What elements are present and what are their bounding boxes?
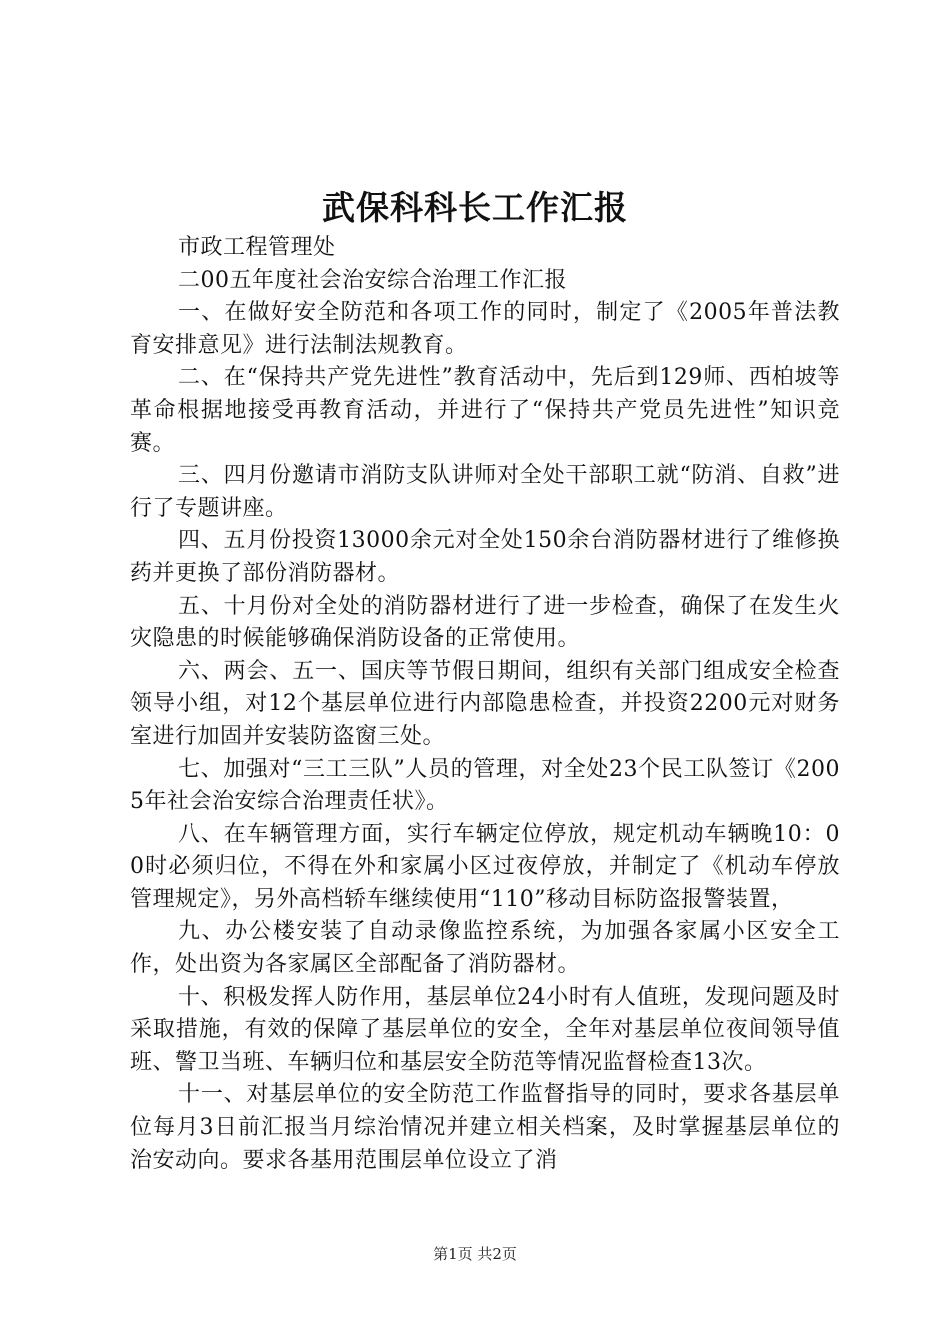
paragraph-item-10: 十、积极发挥人防作用，基层单位24小时有人值班，发现问题及时采取措施，有效的保障了基层单位的安全，全年对基层单位夜间领导值班、警卫当班、车辆归位和基层安全防范等情况监督检查13次。 xyxy=(130,984,840,1075)
paragraph-item-6: 六、两会、五一、国庆等节假日期间，组织有关部门组成安全检查领导小组，对12个基层单位进行内部隐患检查，并投资2200元对财务室进行加固并安装防盗窗三处。 xyxy=(130,658,840,749)
paragraph-item-4: 四、五月份投资13000余元对全处150余台消防器材进行了维修换药并更换了部份消防器材。 xyxy=(130,528,840,586)
document-body xyxy=(130,232,840,1177)
paragraph-item-11: 十一、对基层单位的安全防范工作监督指导的同时，要求各基层单位每月3日前汇报当月综治情况并建立相关档案，及时掌握基层单位的治安动向。要求各基用范围层单位设立了消 xyxy=(130,1082,840,1173)
paragraph-item-5: 五、十月份对全处的消防器材进行了进一步检查，确保了在发生火灾隐患的时候能够确保消防设备的正常使用。 xyxy=(130,593,840,652)
paragraph-item-2: 二、在“保持共产党先进性”教育活动中，先后到129师、西柏坡等革命根据地接受再教育活动，并进行了“保持共产党员先进性”知识竞赛。 xyxy=(130,365,840,456)
paragraph-department: 市政工程管理处 xyxy=(178,235,336,260)
page-number-footer: 第1页 共2页 xyxy=(433,1245,517,1263)
paragraph-item-8: 八、在车辆管理方面，实行车辆定位停放，规定机动车辆晚10：00时必须归位，不得在外和家属小区过夜停放，并制定了《机动车停放管理规定》，另外高档轿车继续使用“110”移动目标防盗报警装置， xyxy=(130,821,840,912)
paragraph-item-7: 七、加强对“三工三队”人员的管理，对全处23个民工队签订《2005年社会治安综合治理责任状》。 xyxy=(130,756,840,815)
document-title: 武保科科长工作汇报 xyxy=(322,188,628,227)
paragraph-item-9: 九、办公楼安装了自动录像监控系统，为加强各家属小区安全工作，处出资为各家属区全部配备了消防器材。 xyxy=(130,919,840,978)
paragraph-item-3: 三、四月份邀请市消防支队讲师对全处干部职工就“防消、自救”进行了专题讲座。 xyxy=(130,463,840,521)
paragraph-report-heading: 二00五年度社会治安综合治理工作汇报 xyxy=(178,267,567,293)
paragraph-item-1: 一、在做好安全防范和各项工作的同时，制定了《2005年普法教育安排意见》进行法制法规教育。 xyxy=(130,300,840,358)
